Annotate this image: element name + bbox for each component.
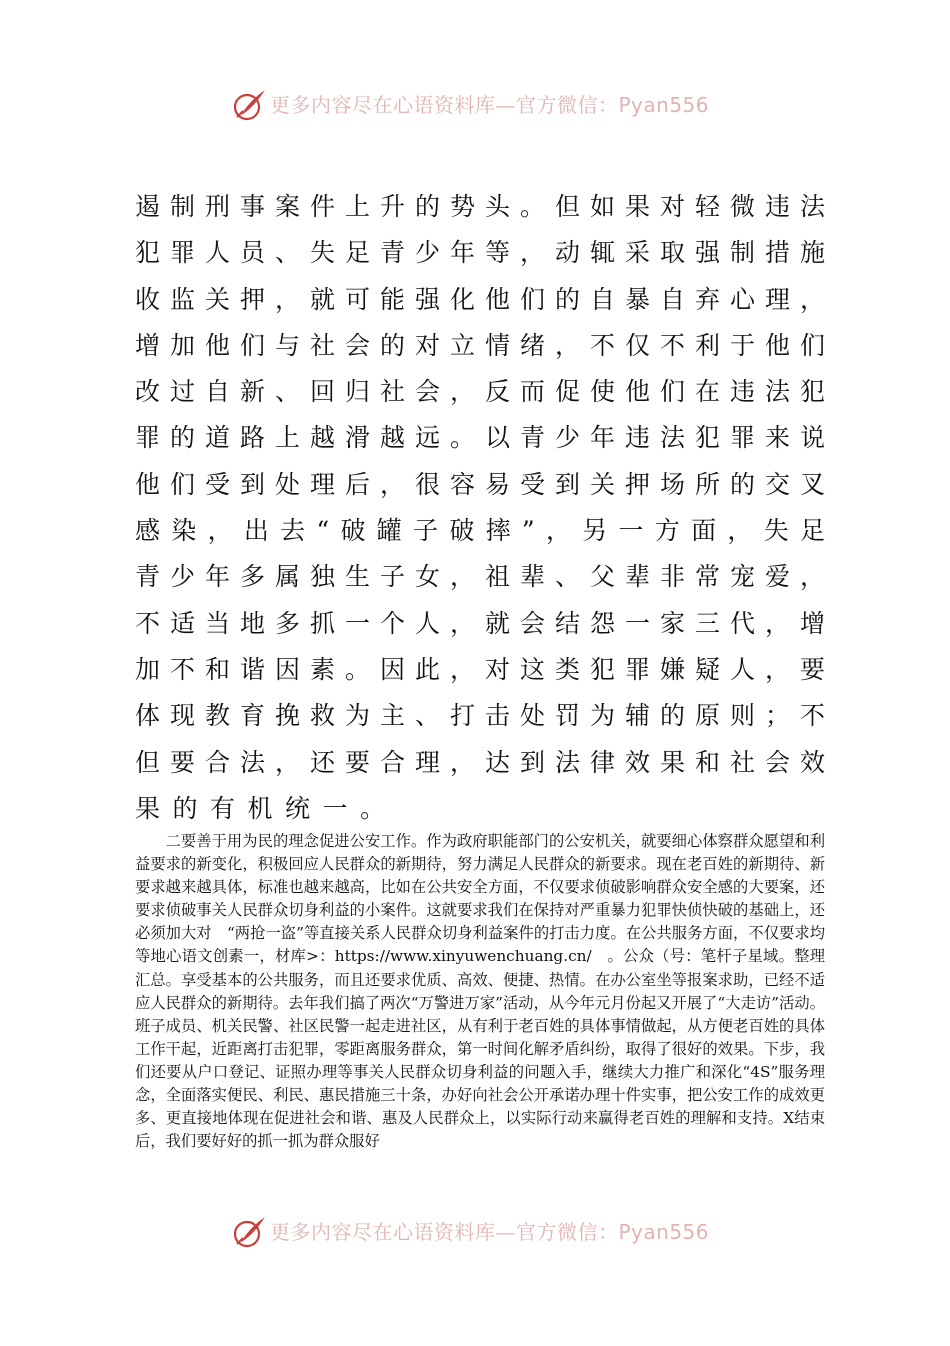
text-line: 收监关押，就可能强化他们的自暴自弃心理， xyxy=(135,284,825,314)
body-paragraph: 二要善于用为民的理念促进公安工作。作为政府职能部门的公安机关，就要细心体察群众愿望和利益要求的新变化，积极回应人民群众的新期待，努力满足人民群众的新要求。现在老百姓的新期待、新要求越来越具体，标准也越来越高，比如在公共安全方面，不仅要求侦破影响群众安全感的大要案，还要求侦破事关人民群众切身利益的小案件。这就要求我们在保持对严重暴力犯罪快侦快破的基础上，还必须加大对 “两抢一盗”等直接关系人民群众切身利益案件的打击力度。在公共服务方面，不仅要求均等地心语文创素一，材库>：https://www.xinyuwenchuang.cn/ 。公众（号：笔杆子星域。整理汇总。享受基本的公共服务，而且还要求优质、高效、便捷、热情。在办公室坐等报案求助，已经不适应人民群众的新期待。去年我们搞了两次“万警进万家”活动，从今年元月份起又开展了“大走访”活动。班子成员、机关民警、社区民警一起走进社区，从有利于老百姓的具体事情做起，从方便老百姓的具体工作干起，近距离打击犯罪，零距离服务群众，第一时间化解矛盾纠纷，取得了很好的效果。下步，我们还要从户口登记、证照办理等事关人民群众切身利益的问题入手，继续大力推广和深化“4S”服务理念，全面落实便民、利民、惠民措施三十条，办好向社会公开承诺办理十件实事，把公安工作的成效更多、更直接地体现在促进社会和谐、惠及人民群众上，以实际行动来赢得老百姓的理解和支持。X结束后，我们要好好的抓一抓为群众服好 xyxy=(135,832,825,1151)
text-line: 加不和谐因素。因此，对这类犯罪嫌疑人，要 xyxy=(135,654,825,684)
text-line: 增加他们与社会的对立情绪，不仅不利于他们 xyxy=(135,330,825,360)
text-line: 体现教育挽救为主、打击处罚为辅的原则；不 xyxy=(135,701,825,731)
wechat-id: Pyan556 xyxy=(618,1220,710,1244)
text-line: 感染，出去“破罐子破摔”，另一方面，失足 xyxy=(135,516,825,546)
watermark-text: 更多内容尽在心语资料库—官方微信： xyxy=(270,1220,619,1244)
header-watermark xyxy=(0,83,950,127)
quill-logo-icon xyxy=(231,87,267,123)
text-line: 犯罪人员、失足青少年等，动辄采取强制措施 xyxy=(135,238,825,268)
large-text-block xyxy=(135,184,825,832)
text-line: 青少年多属独生子女，祖辈、父辈非常宠爱， xyxy=(135,562,825,592)
text-line: 遏制刑事案件上升的势头。但如果对轻微违法 xyxy=(135,192,825,221)
text-line: 改过自新、回归社会，反而促使他们在违法犯 xyxy=(135,377,825,407)
footer-watermark xyxy=(0,1210,950,1254)
text-line: 他们受到处理后，很容易受到关押场所的交叉 xyxy=(135,469,825,499)
text-line: 罪的道路上越滑越远。以青少年违法犯罪来说 xyxy=(135,423,825,453)
text-line: 但要合法，还要合理，达到法律效果和社会效 xyxy=(135,747,825,777)
text-line: 不适当地多抓一个人，就会结怨一家三代，增 xyxy=(135,608,825,638)
text-line: 果的有机统一。 xyxy=(135,793,398,823)
quill-logo-icon xyxy=(231,1214,267,1250)
watermark-text: 更多内容尽在心语资料库—官方微信： xyxy=(270,93,619,117)
wechat-id: Pyan556 xyxy=(618,93,710,117)
